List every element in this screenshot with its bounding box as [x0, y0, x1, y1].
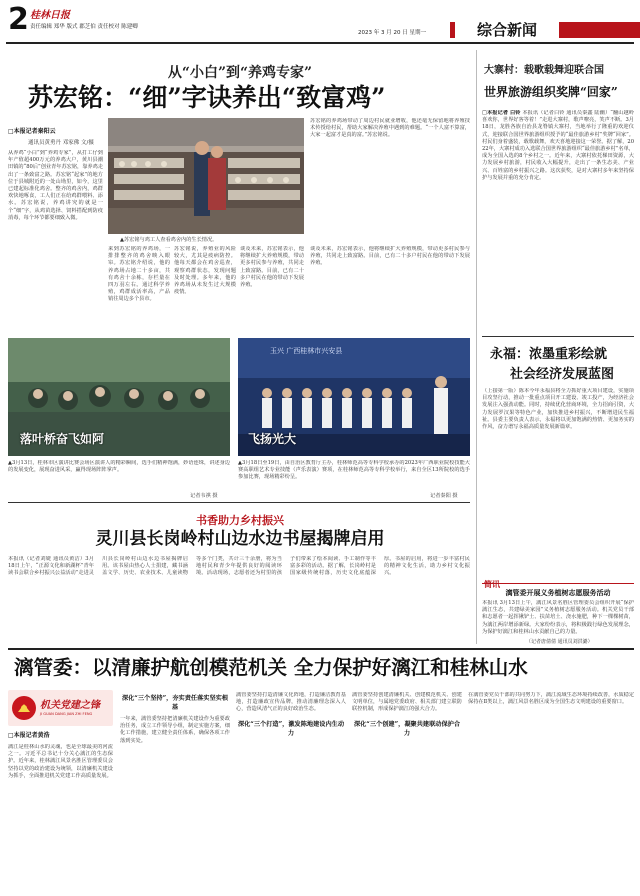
lead-photo-caption: ▲苏宏铭与鸡工人查看鸡舍内的生长情况。: [120, 237, 218, 243]
logo-subtitle: JI GUAN DANG JIAN ZHI FENG: [40, 712, 93, 716]
party-emblem-icon: [11, 695, 37, 721]
lead-byline: □本报记者秦阳云: [8, 128, 56, 135]
story1-text: 本报讯（记者白铃 通讯员秦鑫 陆幽）“翻山越岭喜欢你，世界好客等着！”走进大寨村，歌声嘹亮，笑声不断。3月18日，龙胜各族自治县龙脊镇大寨村，当地举行了隆重的欢迎仪式，迎接联合国世界旅游组织授予的“最佳旅游乡村”奖牌“回家”。村民们身着盛装，载歌载舞，欢天喜地迎接这一荣誉。据了解，2022年，大寨村成功入选联合国世界旅游组织“最佳旅游乡村”名单，成为全国入选的8个乡村之一。近年来，大寨村依托梯田资源，大力发展乡村旅游，村民收入大幅提升，走出了一条生态美、产业兴、百姓富的乡村振兴之路。这次获奖，是对大寨村多年来坚持保护与发展并重的充分肯定。: [482, 110, 634, 181]
left-photo-credit: 记者韦祺 摄: [190, 493, 218, 499]
bottom-col-1: 漓江是桂林山水的灵魂，也是全球最美的河流之一。习近平总书记十分关心漓江的生态保护。近年来，桂林漓江风景名胜区管理委员会坚持以党的政治建设为统领，以清廉机关建设为抓手，全面推进机关党建工作高质量发展。: [8, 744, 113, 779]
lead-col-5: 苏宏铭的养鸡场带动了周边村民就业增收，他还毫无保留地将养殖技术传授给村民，帮助大家解决养殖中遇到的难题。“一个人富不算富，大家一起富才是真的富。”苏宏铭说。: [310, 118, 470, 139]
lead-col-2: 来到苏宏铭的养鸡场，一排排整齐的鸡舍映入眼帘。苏宏铭介绍说，他的养鸡场占地二十多亩，共有鸡舍十余栋，存栏量在四万羽左右。通过科学养殖，鸡群成活率高，产品销往周边多个县市。: [108, 246, 170, 303]
logo-title: 机关党建之锋: [40, 700, 100, 711]
bottom-rule: [8, 648, 634, 650]
book-body-text: 本报讯（记者刘婕 通讯员黄洁）3月18日上午，“正源文化和新湖杯”青年读书会联合乡村振兴公益活动”走进灵川县长岗岭村山边水边书屋揭牌启用。该书屋由热心人士捐建，藏书涵盖文学、历史、农业技术、儿童读物等多个门类，共计三千余册，将为当地村民和青少年提供良好的阅读环境。活动现场，志愿者还为村里的孩子们带来了绘本阅读、手工制作等丰富多彩的活动。据了解，长岗岭村是国家级传统村落，历史文化底蕴深厚。书屋的启用，将进一步丰富村民的精神文化生活，助力乡村文化振兴。: [8, 556, 470, 577]
story1-headline: 世界旅游组织奖牌“回家”: [484, 85, 618, 99]
masthead-rule: [6, 42, 634, 44]
bottom-col-3-text: 漓管委坚持打造清廉文化阵地，打造廉洁教育基地，打造廉政宣传品牌，推动清廉理念深入人心，营造风清气正的良好政治生态。: [236, 692, 346, 713]
right-rule-1: [482, 336, 634, 337]
paper-name: 桂林日报: [30, 10, 70, 21]
story2-body: （上接第一版）陈本今年永福县将全力抓好重大项目建设，实施项目攻坚行动，推动一批重点项目开工建设、竣工投产，为经济社会发展注入强劲动能。同时，持续优化营商环境，全力招商引资，大力发展罗汉果等特色产业，加快推进乡村振兴，不断增进民生福祉。县委主要负责人表示，永福将以更加饱满的热情、更加务实的作风，奋力谱写永福高质量发展新篇章。: [482, 388, 634, 431]
brief-headline: 漓管委开展义务植树志愿服务活动: [505, 588, 611, 597]
lead-col-3: 苏宏铭说，养殖业的风险较大，尤其是疫病防控。他每天都会在鸡舍巡查，观察鸡群状态，发现问题及时处理。多年来，他的养鸡场从未发生过大规模疫情。: [174, 246, 236, 296]
brief-label-box: [482, 572, 634, 589]
party-logo: [8, 690, 113, 726]
chicken-farm-photo: [108, 118, 304, 234]
bottom-sub-1: 深化“三个坚持”，夯实责任落实坚实根基: [121, 695, 229, 711]
right-col-divider: [476, 50, 477, 644]
staff-line: 责任编辑 郑华 版式 郡芝伯 责任校对 陈建卿: [30, 24, 138, 30]
masthead: [0, 0, 640, 40]
mid-rule: [8, 502, 470, 503]
right-photo-banner: 玉兴 广西桂林市兴安县: [270, 347, 343, 355]
brief-label: 简讯: [484, 579, 500, 589]
book-body: [8, 556, 470, 642]
story2-headline: 社会经济发展蓝图: [510, 367, 615, 382]
story1-kicker: 大寨村：载歌载舞迎联合国: [484, 65, 604, 76]
lead-col-4: 谈及未来，苏宏铭表示，他将继续扩大养殖规模，带动更多村民参与养殖，共同走上致富路。目前，已有二十多户村民在他的带动下发展养殖。: [240, 246, 304, 289]
bottom-sub-3: 深化“三个创建”，凝聚共建联动保护合力: [353, 720, 461, 737]
bottom-col-3: [236, 692, 346, 890]
bottom-col-2-text: 一年来，漓管委坚持把清廉机关建设作为重要政治任务，成立工作领导小组，制定实施方案，细化工作措施，建立健全责任体系，确保各项工作落到实处。: [120, 716, 230, 744]
lead-kicker: 从“小白”到“养鸡专家”: [167, 65, 313, 81]
left-photo-overlay: 落叶桥奋飞如阿: [20, 432, 105, 446]
brief-credit: （记者唐倩倩 通讯员刘洪潞）: [526, 639, 593, 645]
lead-headline: 苏宏铭：“细”字诀养出“致富鸡”: [28, 83, 386, 112]
story1-body: [482, 110, 634, 332]
bottom-col-4-text: 漓管委坚持创建清廉机关、创建模范机关、创建文明单位，与属地党委政府、相关部门建立联防联控机制，形成保护漓江的强大合力。: [352, 692, 462, 713]
section-title: 综合新闻: [455, 20, 559, 40]
lead-byline-2: 通讯员黄勇丹 邓家佛 文/摄: [28, 140, 94, 146]
right-photo-caption: ▲3月18日至19日，由自治区教育厅主办，桂林师范高等专科学校承办的2023年广西职业院校技能大赛高职组艺术专业技能（声乐表演）赛项，在桂林师范高等专科学校举行，来自全区13所院校的选手参加比赛，现场精彩纷呈。: [238, 460, 470, 481]
bottom-col-2: [120, 692, 230, 890]
book-headline: 灵川县长岗岭村山边水边书屋揭牌启用: [95, 529, 385, 549]
bottom-sub-2: 深化“三个打造”，激发陈地建设内生动力: [237, 720, 345, 737]
brief-body: 本报讯 3月13日上午，漓江风景名胜区管理委员会组织开展“保护漓江生态，共建绿美家园”义务植树志愿服务活动。机关党员干部和志愿者一起挥锹铲土、扶苗培土、浇水施肥，种下一棵棵树苗，为漓江两岸增添新绿。大家纷纷表示，将积极践行绿色发展理念，为保护好漓江和桂林山水贡献自己的力量。: [482, 600, 634, 635]
lead-col-6: 谈及未来，苏宏铭表示，他将继续扩大养殖规模，带动更多村民参与养殖，共同走上致富路。目前，已有二十多户村民在他的带动下发展养殖。: [310, 246, 470, 267]
bottom-col-5: 在漓管委党员干部的共同努力下，漓江流域生态环境持续改善，水质稳定保持在Ⅱ类以上，漓江风景名胜区成为全国生态文明建设的重要窗口。: [468, 692, 634, 706]
story1-byline: □本报记者 白铃: [482, 110, 521, 116]
bottom-headline: 漓管委：以清廉护航创模范机关 全力保护好漓江和桂林山水: [14, 656, 528, 679]
bottom-byline: □本报记者黄浩: [8, 732, 50, 739]
story2-kicker: 永福：浓墨重彩绘就: [490, 347, 608, 362]
page-number: 2: [8, 2, 29, 37]
lead-photo: [108, 118, 304, 234]
issue-date: 2023 年 3 月 20 日 星期一: [358, 30, 426, 36]
lead-col-1: 从养鸡“小白”到“养鸡专家”，从打工仔到年产值超400万元的养鸡大户，黄川县潮田镇的“80后”创业青年苏宏铭，靠养鸡走出了一条致富之路。苏宏铭“起家”的地方位于县城附近的一处山坳里，如今，这里已建起标准化鸡舍。整齐的鸡舍内，鸡群欢快地啄食，工人们正在给鸡群喂料、添水。苏宏铭说，养鸡讲究的就是一个“细”字，从鸡苗选择、饲料搭配到防疫消毒，每个环节都要细致入微。: [8, 150, 103, 221]
book-kicker: 书香助力乡村振兴: [196, 514, 284, 527]
right-photo-overlay: 飞扬光大: [248, 432, 297, 446]
left-photo-caption: ▲3月13日，桂林市区演讲比赛会场区演讲人的精彩瞬间，选手们精神饱满，妙语连珠，讲述身边的发展变化，展现奋进风采，赢得现场阵阵掌声。: [8, 460, 230, 474]
right-photo-credit: 记者秦阳 摄: [430, 493, 458, 499]
bottom-col-4: [352, 692, 462, 890]
